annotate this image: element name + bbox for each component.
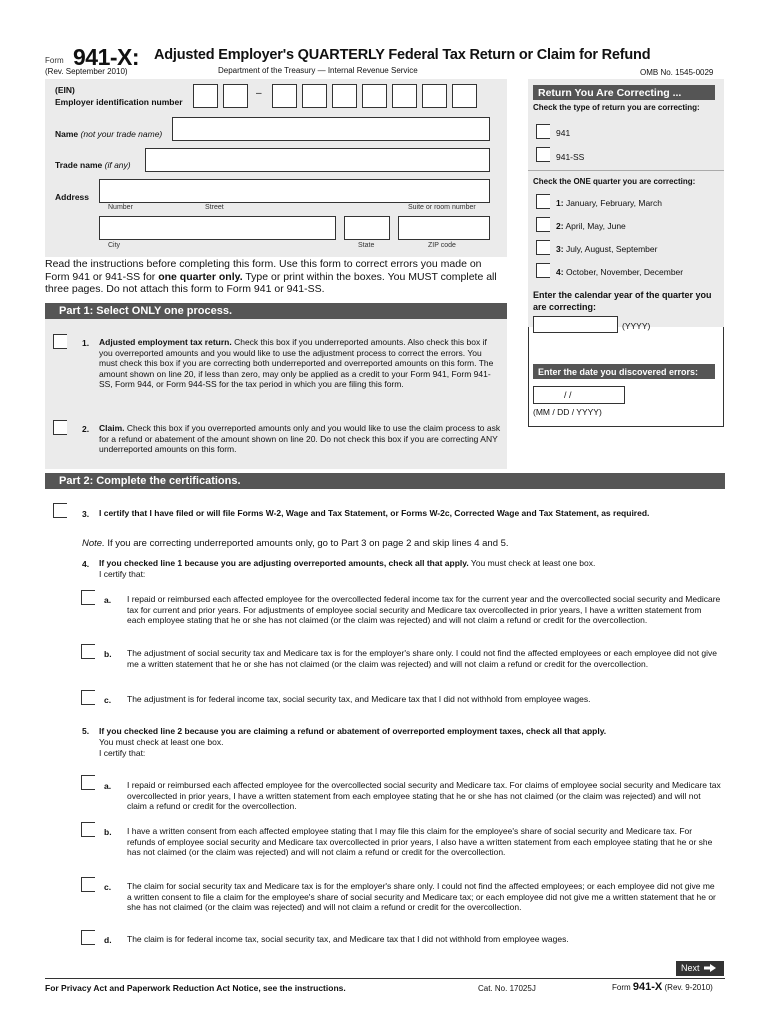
ein-sublabel: Employer identification number	[55, 97, 183, 107]
zip-caption: ZIP code	[428, 242, 456, 249]
checkbox-941[interactable]	[536, 124, 550, 139]
form-label	[45, 55, 64, 65]
date-header: Enter the date you discovered errors:	[533, 364, 715, 379]
quarter-3-text: July, August, September	[565, 244, 658, 254]
name-label-group	[55, 129, 162, 139]
ein-digit-5[interactable]	[332, 84, 357, 108]
quarter-1-text: January, February, March	[565, 198, 662, 208]
line-5c-text: The claim for social security tax and Medicare tax is for the employer's share only. I could not find the affected employees; or each employee did not give me a written consent to file a claim for the employee's share of social security and Medicare tax; or each employee did not give me a written statement that he or she has not claimed (or the claim was rejected) and will not claim a refund or credit for the overcollection.	[127, 881, 716, 912]
cat-number: Cat. No. 17025J	[478, 984, 536, 993]
checkbox-line-5c[interactable]	[81, 877, 95, 892]
city-caption: City	[108, 242, 121, 249]
checkbox-line-4a[interactable]	[81, 590, 95, 605]
footer-revision: (Rev. 9-2010)	[664, 983, 713, 992]
quarter-1-label	[556, 198, 662, 208]
note-word: Note.	[82, 538, 105, 549]
quarter-2-text: April, May, June	[565, 221, 626, 231]
checkbox-line-5d[interactable]	[81, 930, 95, 945]
privacy-notice: For Privacy Act and Paperwork Reduction Act Notice, see the instructions.	[45, 983, 346, 993]
next-label: Next	[681, 963, 700, 973]
part1-header: Part 1: Select ONLY one process.	[45, 303, 507, 319]
ein-digit-4[interactable]	[302, 84, 327, 108]
trade-name-label-group	[55, 160, 131, 170]
quarter-2-num: 2:	[556, 221, 564, 231]
year-field[interactable]	[533, 316, 618, 333]
part2-header: Part 2: Complete the certifications.	[45, 473, 725, 489]
line-4c-text: The adjustment is for federal income tax, social security tax, and Medicare tax that I did not withhold from employee wages.	[127, 694, 591, 704]
year-format: (YYYY)	[622, 321, 651, 331]
address-label: Address	[55, 192, 90, 202]
line-5a-text: I repaid or reimbursed each affected employee for the overcollected social security and Medicare tax. For claims of employee social security and Medicare tax overcollected in prior years, I have a written statement from each employee stating that he or she has not claimed (or the claim was rejected) and will not claim a refund or credit for the overcollection.	[127, 780, 721, 811]
line-4b-text: The adjustment of social security tax and Medicare tax is for the employer's share only. I could not find the affected employees or each employee did not give me a written statement that he or she has not claimed (or the claim was rejected) and will not claim a refund or credit for the overcollection.	[127, 648, 718, 669]
ein-digit-7[interactable]	[392, 84, 417, 108]
line-5a-label: a.	[104, 781, 112, 791]
line-4b-label: b.	[104, 649, 112, 659]
label-941ss: 941-SS	[556, 152, 585, 162]
line-2-num: 2.	[82, 424, 90, 434]
line-4a-label: a.	[104, 595, 112, 605]
check-type-label: Check the type of return you are correcting:	[533, 103, 700, 112]
line-5b-text: I have a written consent from each affected employee stating that I may file this claim for the employee's share of social security and Medicare tax. For refunds of employee social security and Medicare tax overcollected in prior years, I also have a written statement from each employee stating that he or she has not claimed (or the claim was rejected) and will not claim a refund or credit for the overcollection.	[127, 826, 713, 857]
department: Department of the Treasury — Internal Revenue Service	[218, 66, 418, 75]
checkbox-line-3[interactable]	[53, 503, 67, 518]
revision-date: (Rev. September 2010)	[45, 67, 128, 76]
city-field[interactable]	[99, 216, 336, 240]
omb-number: OMB No. 1545-0029	[640, 68, 714, 77]
checkbox-quarter-1[interactable]	[536, 194, 550, 209]
quarter-2-label	[556, 221, 626, 231]
line-4-certify: I certify that:	[99, 569, 146, 579]
ein-digit-8[interactable]	[422, 84, 447, 108]
name-hint: (not your trade name)	[80, 129, 163, 139]
line-3-text: I certify that I have filed or will file Forms W-2, Wage and Tax Statement, or Forms W-2c, Corrected Wage and Tax Statement, as required.	[99, 508, 650, 518]
correcting-header: Return You Are Correcting ...	[533, 85, 715, 100]
ein-digit-3[interactable]	[272, 84, 297, 108]
year-label: Enter the calendar year of the quarter you are correcting:	[533, 290, 712, 312]
line-1-text	[99, 337, 501, 390]
checkbox-quarter-3[interactable]	[536, 240, 550, 255]
note	[82, 538, 509, 549]
suite-caption: Suite or room number	[408, 204, 476, 211]
line-5c-label: c.	[104, 882, 112, 892]
line-4c-label: c.	[104, 695, 112, 705]
ein-label: (EIN)	[55, 85, 75, 95]
line-2-bold: Claim.	[99, 423, 125, 433]
checkbox-quarter-2[interactable]	[536, 217, 550, 232]
divider	[528, 170, 724, 171]
checkbox-941ss[interactable]	[536, 147, 550, 162]
line-5d-label: d.	[104, 935, 112, 945]
checkbox-line-1[interactable]	[53, 334, 67, 349]
instructions-bold: one quarter only.	[158, 270, 243, 283]
footer-form-word: Form	[612, 983, 631, 992]
line-4-bold: If you checked line 1 because you are adjusting overreported amounts, check all that apply.	[99, 558, 469, 568]
instructions-post: Type or print within the boxes. You MUST complete all three pages. Do not attach this form to Form 941 or 941-SS.	[45, 270, 497, 295]
checkbox-line-2[interactable]	[53, 420, 67, 435]
line-4-rest: You must check at least one box.	[468, 558, 596, 568]
footer-form	[612, 981, 713, 993]
checkbox-line-4b[interactable]	[81, 644, 95, 659]
line-2-text	[99, 423, 501, 455]
line-3-num: 3.	[82, 509, 90, 519]
line-4a-text: I repaid or reimbursed each affected employee for the overcollected federal income tax for the current year and the overcollected social security and Medicare tax for current and prior years. For adjustments of employee social security and Medicare tax overcollected in prior years, I have a written statement from each employee stating that he or she has not claimed (or the claim was rejected) and will not claim a refund or credit for the overcollection.	[127, 594, 721, 625]
quarter-3-num: 3:	[556, 244, 564, 254]
checkbox-quarter-4[interactable]	[536, 263, 550, 278]
quarter-1-num: 1:	[556, 198, 564, 208]
name-label: Name	[55, 129, 79, 139]
next-button[interactable]	[676, 961, 724, 976]
line-4-text	[99, 558, 721, 569]
line-5-rest: You must check at least one box.	[99, 737, 224, 747]
line-5-certify: I certify that:	[99, 748, 146, 758]
checkbox-line-5a[interactable]	[81, 775, 95, 790]
ein-digit-6[interactable]	[362, 84, 387, 108]
instructions-pre: Read the instructions before completing this form. Use this form to correct errors you made on Form 941 or 941-SS for	[45, 258, 482, 283]
quarter-4-text: October, November, December	[565, 267, 684, 277]
quarter-4-label	[556, 267, 683, 277]
check-quarter-label: Check the ONE quarter you are correcting:	[533, 177, 696, 186]
line-1-body: Check this box if you underreported amounts. Also check this box if you overreported amounts and you would like to use the adjustment process to correct the errors. You must check this box if you are correcting both underreported and overreported amounts on this form. The amount shown on line 20, if less than zero, may only be applied as a credit to your Form 941, Form 941-SS, Form 944, or Form 944-SS for the tax period in which you are filing this form.	[99, 337, 494, 389]
line-5-num: 5.	[82, 726, 90, 736]
footer-rule	[45, 978, 725, 979]
street-caption: Street	[205, 204, 224, 211]
state-caption: State	[358, 242, 375, 249]
footer-form-number: 941-X	[632, 981, 663, 993]
form-number: 941-X:	[73, 44, 140, 70]
line-5b-label: b.	[104, 827, 112, 837]
trade-name-label: Trade name	[55, 160, 103, 170]
name-field[interactable]	[172, 117, 490, 141]
form-title: Adjusted Employer's QUARTERLY Federal Tax Return or Claim for Refund	[154, 47, 651, 63]
ein-digit-2[interactable]	[223, 84, 248, 108]
ein-digit-1[interactable]	[193, 84, 218, 108]
checkbox-line-4c[interactable]	[81, 690, 95, 705]
line-1-num: 1.	[82, 338, 90, 348]
zip-field[interactable]	[398, 216, 490, 240]
ein-dash: –	[256, 88, 262, 99]
state-field[interactable]	[344, 216, 390, 240]
label-941: 941	[556, 128, 571, 138]
line-1-bold: Adjusted employment tax return.	[99, 337, 232, 347]
ein-digit-9[interactable]	[452, 84, 477, 108]
date-format: (MM / DD / YYYY)	[533, 407, 602, 417]
form-word: Form	[45, 56, 64, 65]
quarter-4-num: 4:	[556, 267, 564, 277]
line-5-bold: If you checked line 2 because you are claiming a refund or abatement of overreported employment taxes, check all that apply.	[99, 726, 607, 736]
instructions	[45, 258, 503, 296]
line-4-num: 4.	[82, 559, 90, 569]
date-field[interactable]: / /	[533, 386, 625, 404]
number-caption: Number	[108, 204, 133, 211]
line-5d-text: The claim is for federal income tax, social security tax, and Medicare tax that I did not withhold from employee wages.	[127, 934, 569, 944]
trade-name-hint: (if any)	[104, 160, 131, 170]
checkbox-line-5b[interactable]	[81, 822, 95, 837]
arrow-right-icon	[704, 964, 716, 974]
line-2-body: Check this box if you overreported amounts only and you would like to use the claim process to ask for a refund or abatement of the amount shown on line 20. Do not check this box if you are correcting ANY underreported amounts on this form.	[99, 423, 501, 454]
note-text: If you are correcting underreported amounts only, go to Part 3 on page 2 and skip lines 4 and 5.	[104, 538, 509, 549]
address-street-field[interactable]	[99, 179, 490, 203]
quarter-3-label	[556, 244, 657, 254]
trade-name-field[interactable]	[145, 148, 490, 172]
